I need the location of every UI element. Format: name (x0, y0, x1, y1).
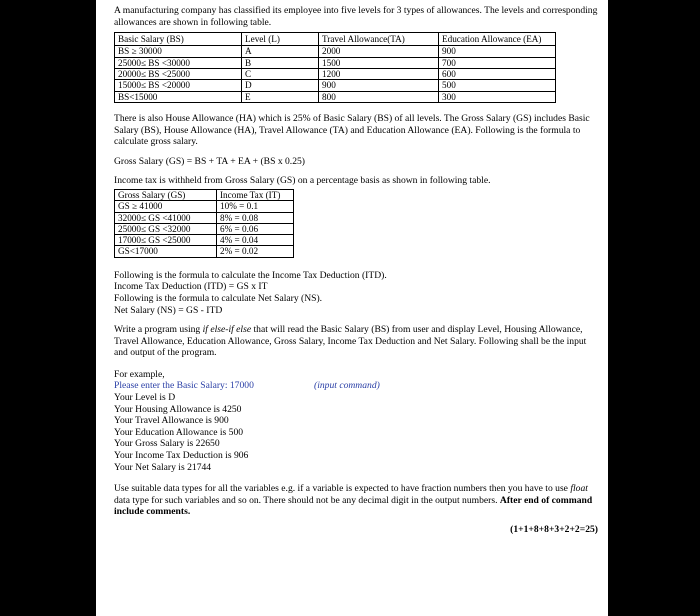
allowance-header-ta: Travel Allowance(TA) (319, 33, 439, 46)
table-cell: BS<15000 (115, 91, 242, 102)
allowance-header-bs: Basic Salary (BS) (115, 33, 242, 46)
table-cell: 25000≤ GS <32000 (115, 223, 217, 234)
itd-formula: Income Tax Deduction (ITD) = GS x IT (114, 281, 268, 293)
table-cell: C (242, 69, 319, 80)
task-emphasis: if else-if else (202, 324, 252, 336)
example-label: For example, (114, 368, 165, 380)
table-cell: 17000≤ GS <25000 (115, 235, 217, 246)
example-prompt-line (114, 380, 602, 392)
table-cell: GS<17000 (115, 246, 217, 257)
table-cell: 700 (439, 57, 556, 68)
table-row (115, 235, 294, 246)
allowance-table (114, 32, 556, 103)
table-row (115, 69, 556, 80)
example-prompt: Please enter the Basic Salary: 17000 (114, 380, 254, 392)
income-tax-table (114, 189, 294, 258)
income-tax-paragraph: Income tax is withheld from Gross Salary (GS) on a percentage basis as shown in following table. (114, 175, 491, 187)
task-text-post: that will read the Basic Salary (BS) from user and display Level, Housing Allowance, Travel Allowance, Education Allowance, Gross Salary, Income Tax Deduction and Net Salary. Following shall be the input and output of the program. (114, 324, 587, 359)
table-cell: 1200 (319, 69, 439, 80)
table-cell: A (242, 46, 319, 57)
table-cell: 2% = 0.02 (217, 246, 294, 257)
table-row (115, 80, 556, 91)
gross-salary-formula: Gross Salary (GS) = BS + TA + EA + (BS x 0.25) (114, 155, 305, 167)
allowance-table-header (115, 33, 556, 46)
intro-paragraph: A manufacturing company has classified its employee into five levels for 3 types of allowances. The levels and corresponding allowances are shown in following table. (114, 5, 598, 28)
input-annotation: (input command) (314, 380, 380, 392)
itd-intro: Following is the formula to calculate the Income Tax Deduction (ITD). (114, 269, 387, 281)
table-row (115, 57, 556, 68)
table-cell: 900 (439, 46, 556, 57)
example-output: Your Housing Allowance is 4250 (114, 403, 242, 415)
ns-intro: Following is the formula to calculate Net Salary (NS). (114, 292, 323, 304)
closing-paragraph (114, 483, 602, 518)
table-cell: 500 (439, 80, 556, 91)
task-text-pre: Write a program using (114, 324, 203, 336)
table-cell: 10% = 0.1 (217, 201, 294, 212)
example-block (114, 369, 602, 473)
table-cell: E (242, 91, 319, 102)
formula-block (114, 270, 602, 316)
allowance-header-ea: Education Allowance (EA) (439, 33, 556, 46)
table-cell: GS ≥ 41000 (115, 201, 217, 212)
table-row (115, 46, 556, 57)
example-output: Your Education Allowance is 500 (114, 426, 244, 438)
table-cell: 15000≤ BS <20000 (115, 80, 242, 91)
table-row (115, 201, 294, 212)
closing-text-pre: Use suitable data types for all the variables e.g. if a variable is expected to have fraction numbers then you have to use (114, 483, 571, 495)
table-cell: 8% = 0.08 (217, 212, 294, 223)
table-cell: 20000≤ BS <25000 (115, 69, 242, 80)
tax-header-gs: Gross Salary (GS) (115, 189, 217, 200)
table-cell: 300 (439, 91, 556, 102)
table-cell: B (242, 57, 319, 68)
table-cell: 600 (439, 69, 556, 80)
table-cell: D (242, 80, 319, 91)
table-cell: 1500 (319, 57, 439, 68)
closing-text-mid: data type for such variables and so on. There should not be any decimal digit in the output numbers. (114, 494, 500, 506)
closing-emphasis: float (570, 483, 588, 495)
table-row (115, 212, 294, 223)
table-row (115, 91, 556, 102)
table-cell: 32000≤ GS <41000 (115, 212, 217, 223)
closing-bold: After end of command include comments. (114, 494, 593, 518)
document-content (96, 0, 608, 536)
example-output: Your Travel Allowance is 900 (114, 415, 229, 427)
document-page (96, 0, 608, 616)
example-output: Your Net Salary is 21744 (114, 461, 212, 473)
income-tax-table-header (115, 189, 294, 200)
allowance-header-level: Level (L) (242, 33, 319, 46)
score-breakdown: (1+1+8+8+3+2+2=25) (510, 524, 598, 535)
table-cell: 6% = 0.06 (217, 223, 294, 234)
house-allowance-paragraph: There is also House Allowance (HA) which is 25% of Basic Salary (BS) of all levels. The Gross Salary (GS) includes Basic Salary (BS), House Allowance (HA), Travel Allowance (TA) and Education Allowance (EA). Following is the formula to calculate gross salary. (114, 112, 590, 148)
example-output: Your Gross Salary is 22650 (114, 438, 220, 450)
example-output: Your Level is D (114, 392, 176, 404)
table-row (115, 223, 294, 234)
table-cell: 25000≤ BS <30000 (115, 57, 242, 68)
table-cell: 800 (319, 91, 439, 102)
table-row (115, 246, 294, 257)
table-cell: 2000 (319, 46, 439, 57)
example-output: Your Income Tax Deduction is 906 (114, 450, 249, 462)
task-paragraph (114, 324, 602, 359)
ns-formula: Net Salary (NS) = GS - ITD (114, 304, 223, 316)
table-cell: 4% = 0.04 (217, 235, 294, 246)
table-cell: 900 (319, 80, 439, 91)
table-cell: BS ≥ 30000 (115, 46, 242, 57)
tax-header-it: Income Tax (IT) (217, 189, 294, 200)
